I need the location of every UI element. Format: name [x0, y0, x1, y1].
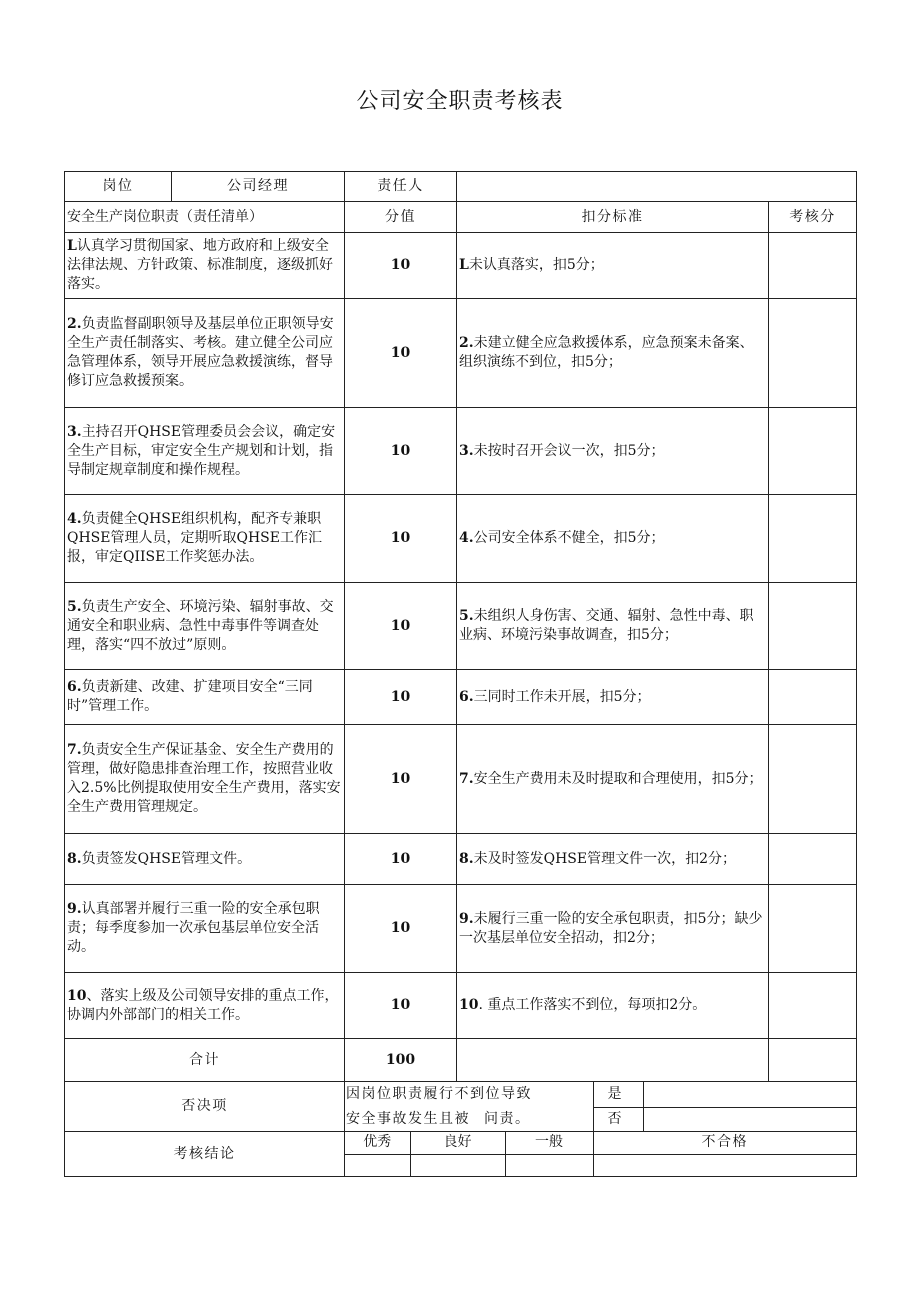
deduction-cell: [457, 885, 769, 973]
total-deduction: [457, 1039, 769, 1082]
duty-cell: [65, 725, 345, 834]
score-cell: 10: [345, 885, 457, 973]
duty-text: 负责健全QHSE组织机构，配齐专兼职QHSE管理人员，定期听取QHSE工作汇报，审定QIISE工作奖惩办法。: [67, 511, 322, 565]
veto-content: [345, 1082, 857, 1132]
duty-text: 负责监督副职领导及基层单位正职领导安全生产责任制落实、考核。建立健全公司应急管理体系，领导开展应急救援演练，督导修订应急救援预案。: [67, 316, 334, 389]
table-row: [65, 885, 857, 973]
total-label: 合计: [65, 1039, 345, 1082]
deduction-text: 未按时召开会议一次，扣5分；: [473, 442, 665, 459]
deduction-cell: [457, 670, 769, 725]
deduction-num: L: [459, 257, 469, 273]
conclusion-fail-box[interactable]: [593, 1154, 856, 1176]
duty-text: 负责安全生产保证基金、安全生产费用的管理，做好隐患排查治理工作，按照营业收入2.5%比例提取使用安全生产费用，落实安全生产费用管理规定。: [67, 742, 341, 815]
veto-text-line1: 因岗位职责履行不到位导致: [346, 1086, 532, 1102]
assessment-cell[interactable]: [769, 670, 857, 725]
deduction-text: 公司安全体系不健全，扣5分；: [473, 530, 665, 546]
table-row: [65, 973, 857, 1039]
duty-num: L: [67, 238, 77, 254]
duty-cell: [65, 233, 345, 299]
duty-cell: [65, 583, 345, 670]
table-row: [65, 834, 857, 885]
score-cell: 10: [345, 233, 457, 299]
score-cell: 10: [345, 408, 457, 495]
deduction-cell: [457, 233, 769, 299]
veto-text-line2: 安全事故发生且被 问责。: [346, 1110, 531, 1127]
score-cell: 10: [345, 834, 457, 885]
deduction-cell: [457, 495, 769, 583]
page-title: 公司安全职责考核表: [356, 89, 564, 114]
deduction-text: 未认真落实，扣5分；: [468, 257, 604, 273]
assessment-cell[interactable]: [769, 299, 857, 408]
deduction-num: 6.: [459, 688, 474, 705]
duty-num: 6.: [67, 679, 82, 695]
assessment-cell[interactable]: [769, 495, 857, 583]
duty-cell: [65, 299, 345, 408]
deduction-num: 7.: [459, 770, 474, 787]
assessment-table: [64, 171, 857, 1177]
deduction-num: 5.: [459, 608, 474, 624]
deduction-text: 未建立健全应急救援体系，应急预案未备案、组织演练不到位，扣5分；: [459, 335, 754, 370]
deduction-text: 三同时工作未开展，扣5分；: [473, 688, 651, 705]
duty-num: 2.: [67, 316, 82, 332]
deduction-num: 4.: [459, 530, 474, 546]
deduction-cell: [457, 834, 769, 885]
assessment-cell[interactable]: [769, 973, 857, 1039]
assessment-cell[interactable]: [769, 233, 857, 299]
col-deduction: 扣分标准: [457, 202, 769, 233]
conclusion-good: 良好: [410, 1132, 505, 1154]
conclusion-good-box[interactable]: [410, 1154, 505, 1176]
deduction-cell: [457, 725, 769, 834]
veto-no-label: 否: [593, 1107, 643, 1131]
deduction-text: . 重点工作落实不到位，每项扣2分。: [478, 997, 707, 1013]
deduction-num: 2.: [459, 335, 474, 351]
conclusion-excellent: 优秀: [345, 1132, 410, 1154]
veto-yes-box[interactable]: [643, 1082, 856, 1107]
table-row: [65, 233, 857, 299]
deduction-num: 10: [459, 997, 479, 1013]
assessment-cell[interactable]: [769, 834, 857, 885]
conclusion-label: 考核结论: [65, 1132, 345, 1177]
duty-num: 4.: [67, 511, 82, 527]
table-row: [65, 299, 857, 408]
deduction-cell: [457, 299, 769, 408]
score-cell: 10: [345, 495, 457, 583]
col-duties: 安全生产岗位职责（责任清单）: [65, 202, 345, 233]
column-header-row: [65, 202, 857, 233]
veto-label: 否决项: [65, 1082, 345, 1132]
score-cell: 10: [345, 583, 457, 670]
score-cell: 10: [345, 725, 457, 834]
col-assessment: 考核分: [769, 202, 857, 233]
table-row: [65, 725, 857, 834]
conclusion-row: [65, 1132, 857, 1177]
duty-text: 认真学习贯彻国家、地方政府和上级安全法律法规、方针政策、标准制度，逐级抓好落实。: [67, 238, 333, 292]
post-label: 岗位: [65, 172, 172, 202]
deduction-text: 未组织人身伤害、交通、辐射、急性中毒、职业病、环境污染事故调查，扣5分；: [459, 608, 754, 643]
duty-text: 主持召开QHSE管理委员会会议，确定安全生产目标，审定安全生产规划和计划，指导制定规章制度和操作规程。: [67, 423, 336, 478]
score-cell: 10: [345, 299, 457, 408]
total-row: [65, 1039, 857, 1082]
duty-text: 负责生产安全、环境污染、辐射事故、交通安全和职业病、急性中毒事件等调查处理，落实“四不放过”原则。: [67, 598, 334, 653]
duty-cell: [65, 495, 345, 583]
header-row: [65, 172, 857, 202]
deduction-cell: [457, 583, 769, 670]
assessment-cell[interactable]: [769, 408, 857, 495]
assessment-cell[interactable]: [769, 583, 857, 670]
table-row: [65, 408, 857, 495]
responsible-value[interactable]: [457, 172, 857, 202]
duty-num: 8.: [67, 850, 82, 867]
duty-num: 5.: [67, 598, 82, 615]
assessment-cell[interactable]: [769, 725, 857, 834]
conclusion-average-box[interactable]: [505, 1154, 593, 1176]
duty-cell: [65, 834, 345, 885]
table-row: [65, 583, 857, 670]
veto-no-box[interactable]: [643, 1107, 856, 1131]
col-score: 分值: [345, 202, 457, 233]
duty-text: 负责签发QHSE管理文件。: [81, 850, 252, 867]
responsible-label: 责任人: [345, 172, 457, 202]
conclusion-average: 一般: [505, 1132, 593, 1154]
duty-cell: [65, 670, 345, 725]
score-cell: 10: [345, 973, 457, 1039]
conclusion-inner: [345, 1132, 856, 1176]
veto-yes-label: 是: [593, 1082, 643, 1107]
duty-cell: [65, 408, 345, 495]
conclusion-content: [345, 1132, 857, 1177]
conclusion-excellent-box[interactable]: [345, 1154, 410, 1176]
duty-text: 负责新建、改建、扩建项目安全“三同时”管理工作。: [67, 679, 313, 714]
deduction-text: 安全生产费用未及时提取和合理使用，扣5分；: [473, 770, 763, 787]
assessment-cell[interactable]: [769, 885, 857, 973]
deduction-num: 8.: [459, 850, 474, 867]
score-cell: 10: [345, 670, 457, 725]
duty-num: 3.: [67, 423, 82, 440]
veto-inner: [345, 1082, 856, 1131]
veto-row: [65, 1082, 857, 1132]
deduction-text: 未及时签发QHSE管理文件一次，扣2分；: [473, 850, 737, 867]
duty-num: 9.: [67, 901, 82, 917]
duty-num: 7.: [67, 742, 82, 758]
post-value: 公司经理: [172, 172, 345, 202]
total-assessment[interactable]: [769, 1039, 857, 1082]
duty-num: 10: [67, 987, 87, 1004]
deduction-cell: [457, 973, 769, 1039]
duty-cell: [65, 885, 345, 973]
deduction-text: 未履行三重一险的安全承包职责，扣5分；缺少一次基层单位安全招动，扣2分；: [459, 910, 763, 946]
duty-text: 认真部署并履行三重一险的安全承包职责；每季度参加一次承包基层单位安全活动。: [67, 901, 320, 955]
table-row: [65, 670, 857, 725]
deduction-cell: [457, 408, 769, 495]
duty-cell: [65, 973, 345, 1039]
deduction-num: 3.: [459, 442, 474, 459]
table-row: [65, 495, 857, 583]
conclusion-fail: 不合格: [593, 1132, 856, 1154]
deduction-num: 9.: [459, 910, 474, 927]
total-score: 100: [345, 1039, 457, 1082]
duty-text: 、落实上级及公司领导安排的重点工作，协调内外部部门的相关工作。: [67, 987, 339, 1023]
